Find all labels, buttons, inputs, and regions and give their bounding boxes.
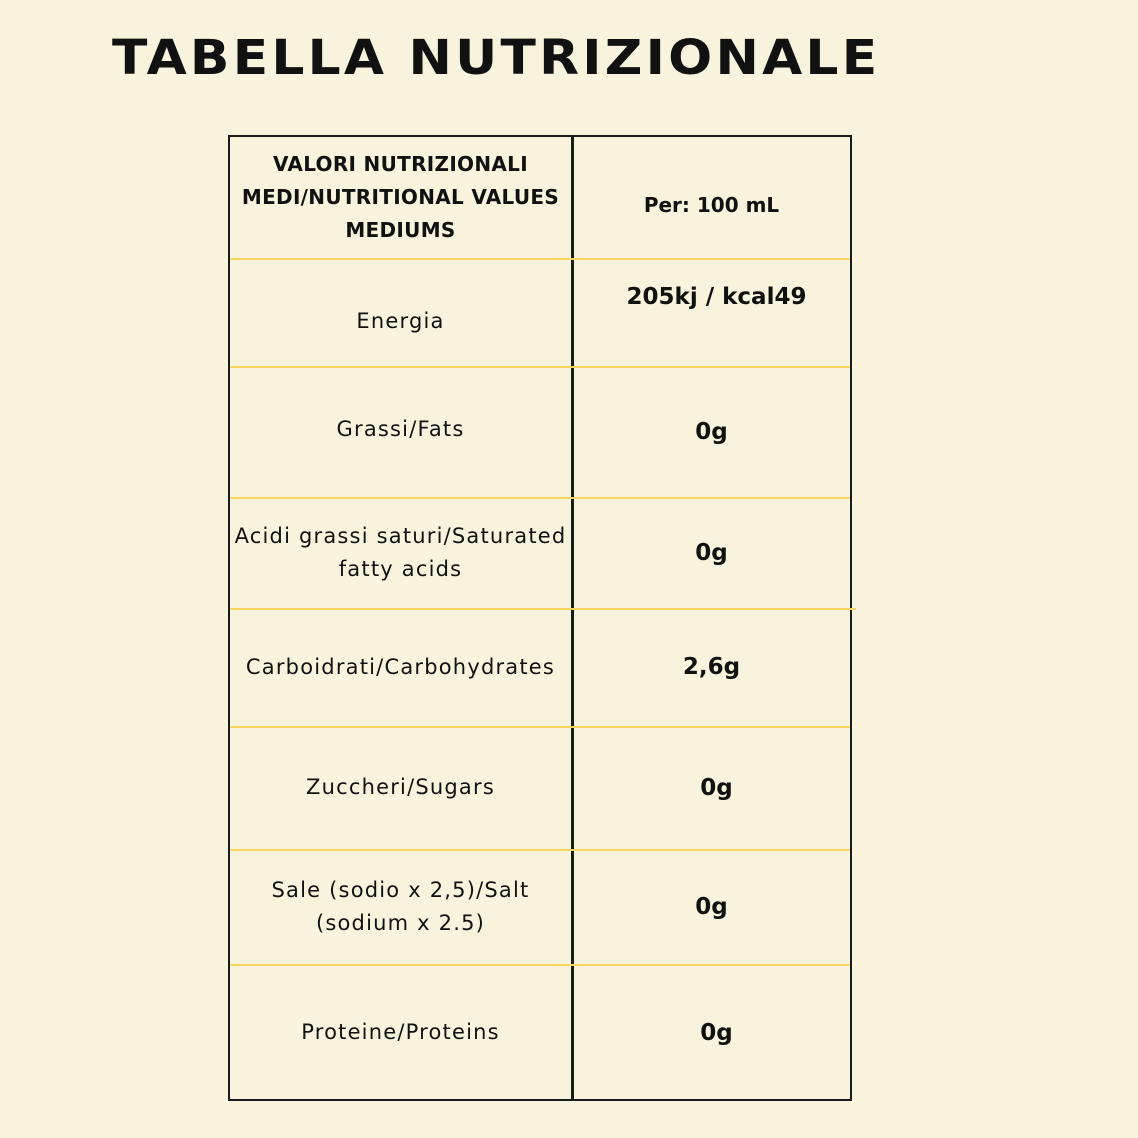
row-value-cell (573, 608, 850, 726)
nutrition-table (228, 135, 852, 1101)
row-value-cell (573, 966, 850, 1099)
row-label: Sale (sodio x 2,5)/Salt (sodium x 2.5) (271, 877, 530, 935)
row-label: Proteine/Proteins (301, 1020, 500, 1044)
row-label: Zuccheri/Sugars (306, 775, 495, 799)
row-value: 2,6g (682, 654, 741, 680)
header-label: VALORI NUTRIZIONALI MEDI/NUTRITIONAL VALUES MEDIUMS (241, 152, 560, 242)
row-label-cell (230, 258, 571, 366)
header-label-cell (230, 137, 571, 258)
row-label-cell (230, 366, 571, 497)
row-label-cell (230, 849, 571, 964)
row-label: Carboidrati/Carbohydrates (245, 654, 556, 679)
row-label: Acidi grassi saturi/Saturated fatty acids (234, 523, 567, 581)
header-value-cell (573, 137, 850, 272)
row-value-cell (573, 497, 850, 608)
row-label-cell (230, 966, 571, 1099)
row-label: Energia (356, 308, 445, 333)
row-value: 0g (695, 893, 728, 920)
row-value: 205kj / kcal49 (626, 284, 807, 310)
row-value-cell (573, 258, 850, 366)
row-value-cell (573, 849, 850, 964)
page-title: TABELLA NUTRIZIONALE (112, 30, 881, 86)
row-value: 0g (700, 1019, 733, 1046)
header-value: Per: 100 mL (643, 192, 780, 217)
row-value: 0g (700, 774, 733, 801)
row-label: Grassi/Fats (336, 416, 465, 441)
row-label-cell (230, 726, 571, 849)
row-label-cell (230, 608, 571, 726)
row-value: 0g (695, 539, 728, 566)
row-value-cell (573, 366, 850, 497)
row-label-cell (230, 497, 571, 608)
row-value: 0g (695, 418, 728, 445)
row-value-cell (573, 726, 850, 849)
